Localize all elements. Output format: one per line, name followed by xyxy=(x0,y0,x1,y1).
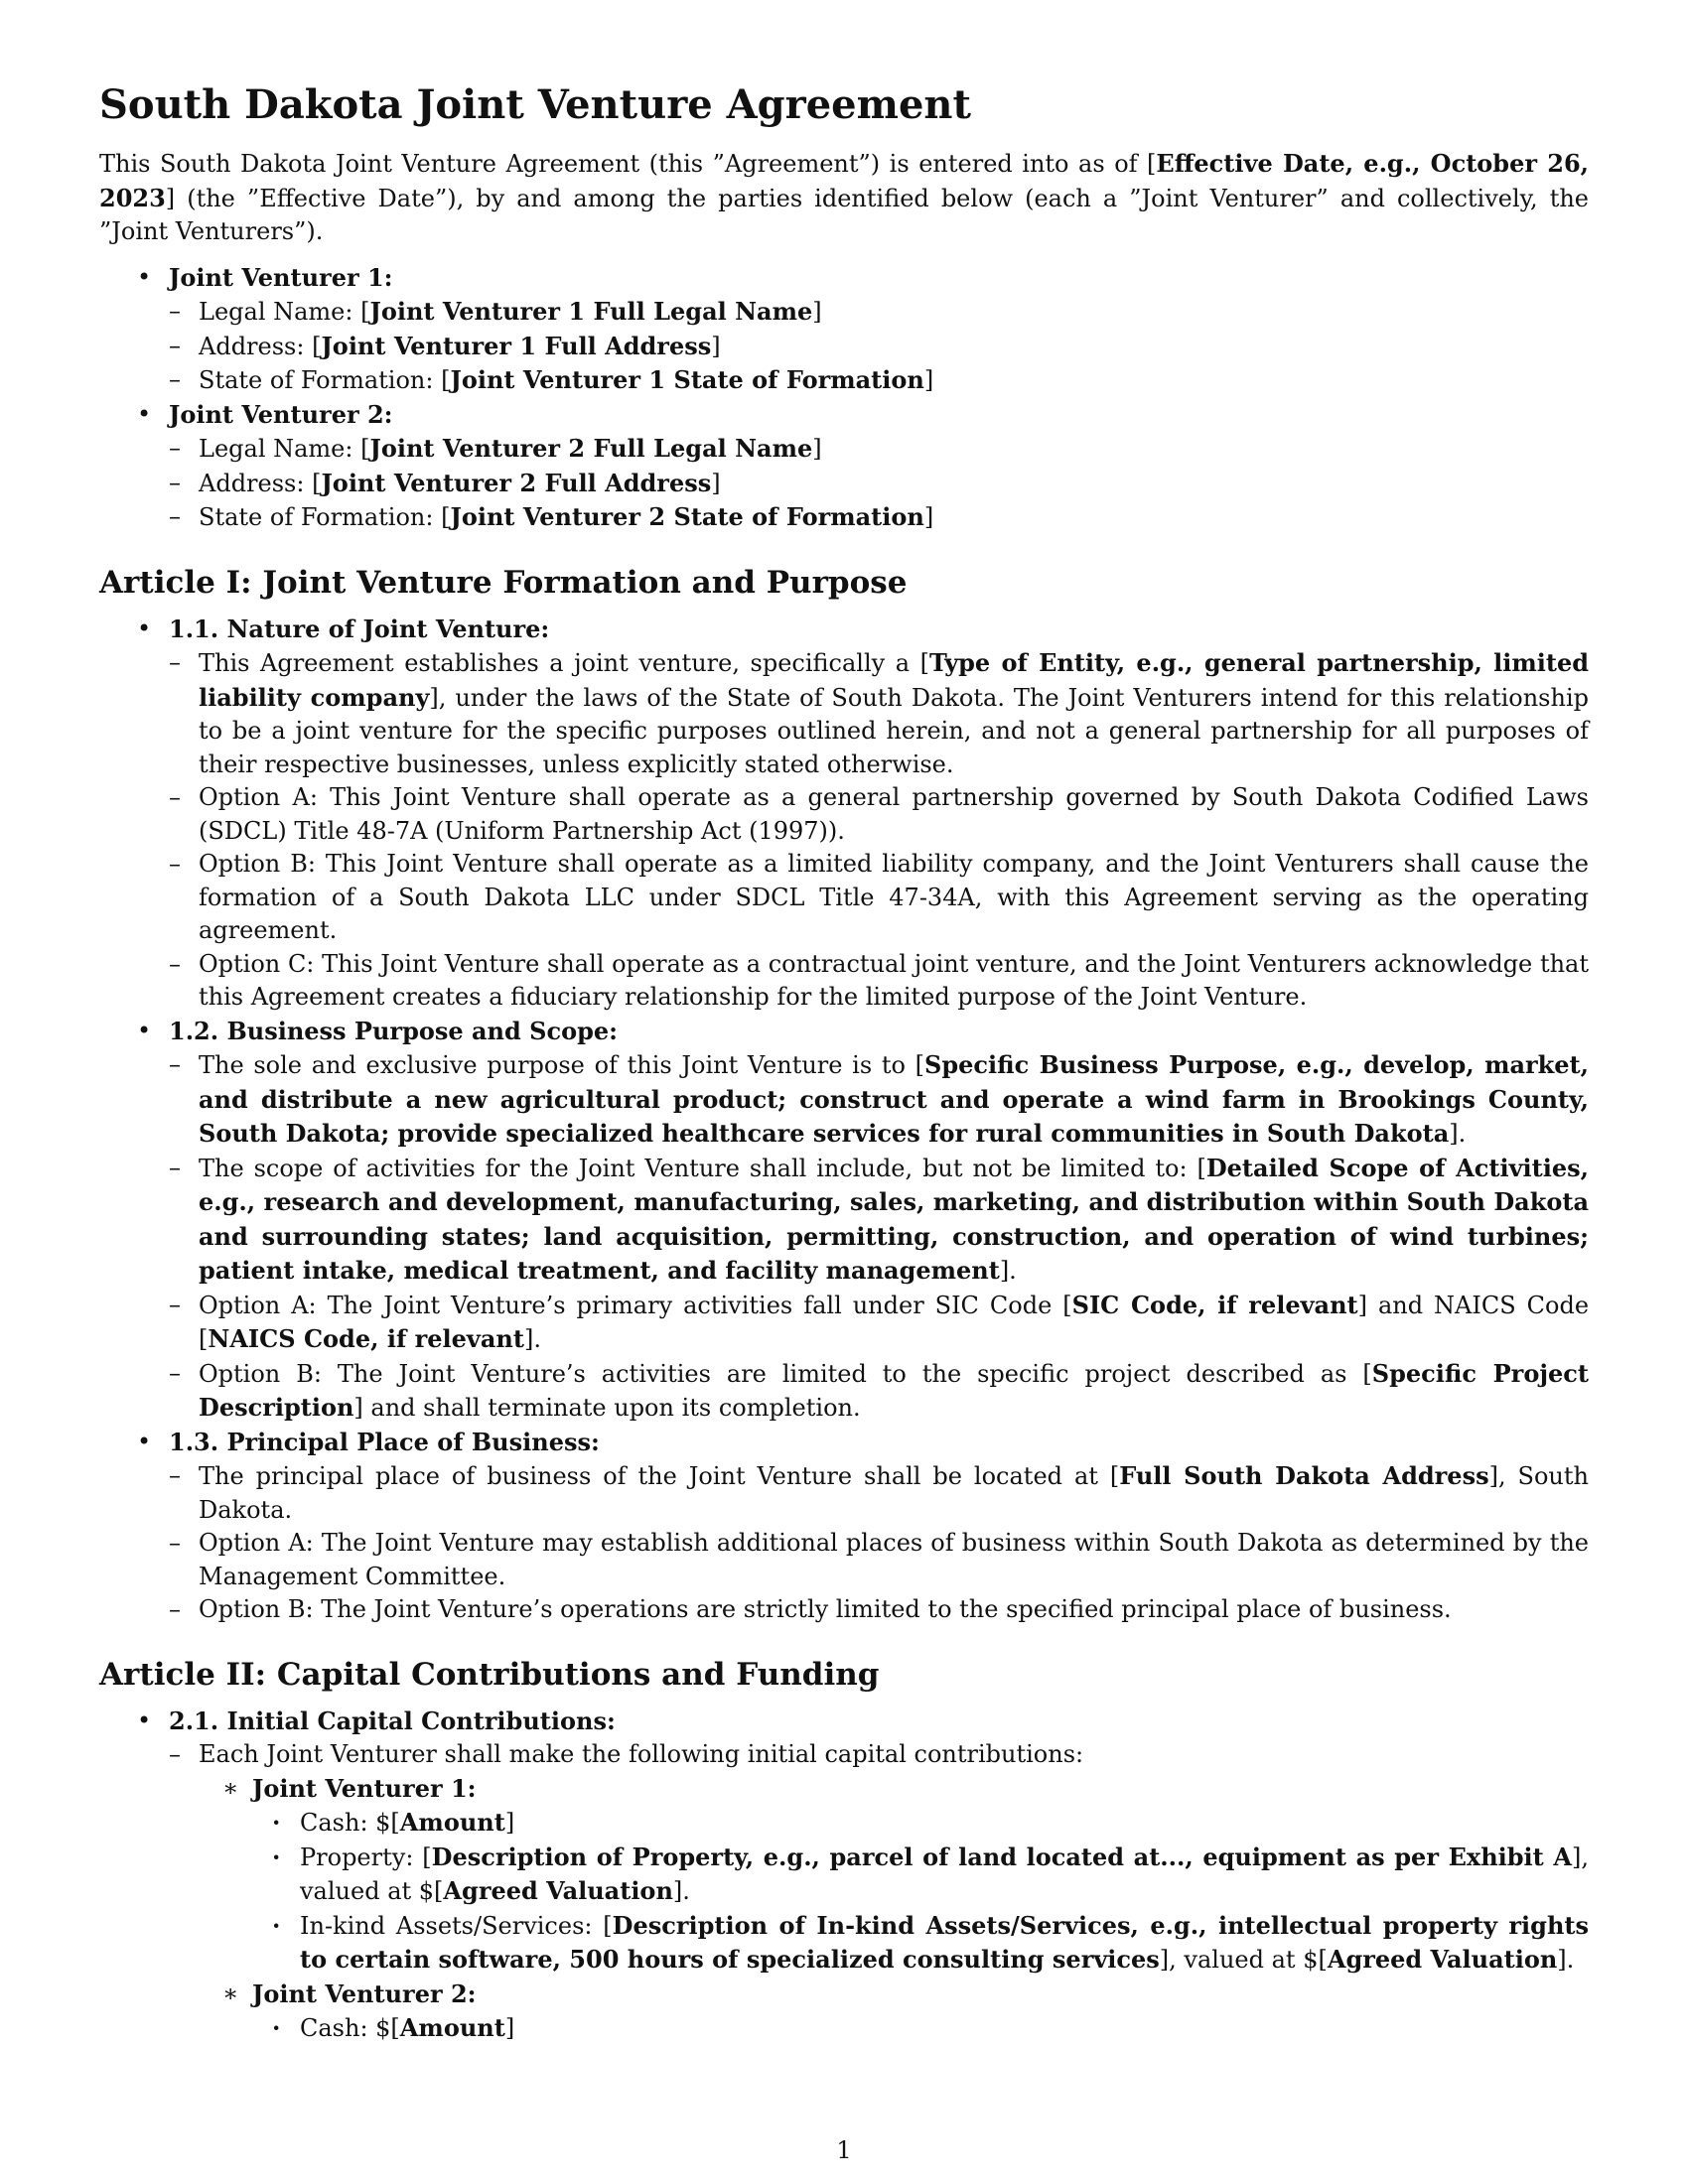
party-heading: Joint Venturer 1: xyxy=(169,262,393,292)
list-item xyxy=(169,1738,1589,2046)
bracket: ] xyxy=(711,332,721,360)
article-1-sections xyxy=(99,613,1589,1627)
list-item xyxy=(169,1289,1589,1357)
label: State of Formation: [ xyxy=(199,503,451,531)
contribution-item xyxy=(300,2011,1589,2046)
bracket: ]. xyxy=(1557,1946,1575,1974)
party-details xyxy=(199,295,1589,398)
text: Option A: The Joint Venture’s primary activities fall under SIC Code [ xyxy=(199,1291,1072,1319)
section-2-1 xyxy=(99,1705,1589,2046)
placeholder: Detailed Scope of Activities, e.g., research and development, manufacturing, sales, marketing, and distribution within South Dakota and surrounding states; land acquisition, permitting, construction, and operation of wind turbines; patient intake, medical treatment, and facility management xyxy=(199,1153,1589,1285)
placeholder: Specific Project Description xyxy=(199,1358,1589,1422)
text: ] and shall terminate upon its completion. xyxy=(353,1394,861,1422)
contributor-item xyxy=(252,1978,1589,2046)
placeholder: Amount xyxy=(399,1808,505,1837)
placeholder: SIC Code, if relevant xyxy=(1071,1290,1358,1319)
text: The sole and exclusive purpose of this Joint Venture is to [ xyxy=(199,1051,924,1079)
text: ] and NAICS Code [ xyxy=(199,1291,1590,1353)
placeholder: NAICS Code, if relevant xyxy=(208,1324,524,1353)
label: Legal Name: [ xyxy=(199,435,370,463)
contribution-item xyxy=(300,1909,1589,1978)
section-items xyxy=(199,1459,1589,1627)
section-heading: 2.1. Initial Capital Contributions: xyxy=(169,1706,616,1735)
party-heading: Joint Venturer 2: xyxy=(169,399,393,429)
label: Address: [ xyxy=(199,332,322,360)
label: Property: [ xyxy=(300,1843,432,1871)
label: In-kind Assets/Services: [ xyxy=(300,1911,613,1940)
article-2-heading: Article II: Capital Contributions and Funding xyxy=(99,1656,880,1693)
list-item: – Option A: This Joint Venture shall operate as a general partnership governed by South Dakota Codified Laws (SDCL) Title 48-7A (Uniform Partnership Act (1997)). xyxy=(169,781,1589,848)
contributor-heading: Joint Venturer 2: xyxy=(252,1979,477,2008)
text: ]. xyxy=(523,1325,541,1353)
party-state xyxy=(169,500,1589,535)
text: The principal place of business of the Joint Venture shall be located at [ xyxy=(199,1462,1120,1490)
list-item: – Option B: The Joint Venture’s operations are strictly limited to the specified principal place of business. xyxy=(169,1593,1589,1627)
page-number: 1 xyxy=(836,2136,852,2164)
placeholder: Joint Venturer 1 State of Formation xyxy=(450,365,924,394)
contributor-heading: Joint Venturer 1: xyxy=(252,1773,477,1803)
section-heading: 1.2. Business Purpose and Scope: xyxy=(169,1016,618,1045)
placeholder: Type of Entity, e.g., general partnership, limited liability company xyxy=(199,648,1589,712)
text: ], valued at $[ xyxy=(1159,1946,1328,1974)
party-state xyxy=(169,363,1589,398)
label: State of Formation: [ xyxy=(199,366,451,394)
placeholder: Full South Dakota Address xyxy=(1119,1461,1489,1490)
placeholder: Specific Business Purpose, e.g., develop, market, and distribute a new agricultural product; construct and operate a wind farm in Brookings County, South Dakota; provide specialized healthcare services for rural communities in South Dakota xyxy=(199,1050,1589,1148)
text: ]. xyxy=(1449,1120,1467,1148)
section-items xyxy=(199,646,1589,1015)
list-item: – Option B: This Joint Venture shall operate as a limited liability company, and the Joint Venturers shall cause the formation of a South Dakota LLC under SDCL Title 47-34A, with this Agreement serving as the operating agreement. xyxy=(169,848,1589,948)
party-legal-name xyxy=(169,432,1589,467)
contribution-item xyxy=(300,1806,1589,1841)
label: Cash: $[ xyxy=(300,2014,400,2042)
party-legal-name xyxy=(169,295,1589,330)
bracket: ] xyxy=(504,1809,515,1837)
party-details xyxy=(199,432,1589,535)
text: ], South Dakota. xyxy=(199,1462,1589,1524)
section-1-3 xyxy=(99,1426,1589,1627)
section-items xyxy=(199,1738,1589,2046)
list-item xyxy=(169,1459,1589,1527)
bracket: ] xyxy=(504,2014,515,2042)
document-title: South Dakota Joint Venture Agreement xyxy=(99,81,971,128)
placeholder: Agreed Valuation xyxy=(443,1876,673,1905)
list-item xyxy=(169,1152,1589,1289)
contributor-item xyxy=(252,1772,1589,1978)
contribution-list xyxy=(300,1806,1589,1978)
party-address xyxy=(169,467,1589,501)
article-2-sections xyxy=(99,1705,1589,2046)
label: Legal Name: [ xyxy=(199,298,370,326)
list-item: – Option C: This Joint Venture shall operate as a contractual joint venture, and the Joint Venturers acknowledge that this Agreement creates a fiduciary relationship for the limited purpose of the Joint Venture. xyxy=(169,948,1589,1015)
bracket: ] xyxy=(923,503,934,531)
text: ], under the laws of the State of South Dakota. The Joint Venturers intend for this relationship to be a joint venture for the specific purposes outlined herein, and not a general partnership for all purposes of their respective businesses, unless explicitly stated otherwise. xyxy=(199,683,1589,778)
bracket: ]. xyxy=(672,1877,690,1905)
placeholder: Agreed Valuation xyxy=(1327,1945,1558,1974)
contributor-list xyxy=(252,1772,1589,2046)
placeholder: Description of Property, e.g., parcel of land located at..., equipment as per Exhibit A xyxy=(431,1842,1572,1871)
list-item xyxy=(169,1048,1589,1152)
party-item xyxy=(99,398,1589,535)
text: This Agreement establishes a joint venture, specifically a [ xyxy=(199,649,929,677)
contribution-list xyxy=(300,2011,1589,2046)
bracket: ] xyxy=(812,435,822,463)
party-address xyxy=(169,330,1589,364)
section-heading: 1.3. Principal Place of Business: xyxy=(169,1427,600,1456)
party-item xyxy=(99,261,1589,398)
text: ], valued at $[ xyxy=(300,1843,1589,1905)
section-1-2 xyxy=(99,1015,1589,1426)
bracket: ] xyxy=(711,469,721,497)
label: Cash: $[ xyxy=(300,1809,400,1837)
list-item xyxy=(169,1357,1589,1426)
placeholder: Joint Venturer 1 Full Legal Name xyxy=(369,297,813,326)
intro-text-1: This South Dakota Joint Venture Agreement (this ”Agreement”) is entered into as of [ xyxy=(99,150,1157,178)
placeholder: Joint Venturer 2 Full Legal Name xyxy=(369,434,813,463)
text: Option B: The Joint Venture’s activities are limited to the specific project described as [ xyxy=(199,1359,1372,1388)
contribution-item xyxy=(300,1841,1589,1909)
placeholder: Description of In-kind Assets/Services, e.g., intellectual property rights to certain software, 500 hours of specialized consulting services xyxy=(300,1910,1589,1974)
text: The scope of activities for the Joint Venture shall include, but not be limited to: [ xyxy=(199,1154,1206,1182)
label: Address: [ xyxy=(199,469,322,497)
placeholder: Amount xyxy=(399,2013,505,2042)
text: ]. xyxy=(999,1257,1017,1285)
intro-paragraph xyxy=(99,147,1589,249)
list-item xyxy=(169,646,1589,781)
section-items xyxy=(199,1048,1589,1426)
intro-text-2: ] (the ”Effective Date”), by and among the parties identified below (each a ”Joint Venturer” and collectively, the ”Joint Venturers”). xyxy=(99,184,1589,245)
placeholder: Joint Venturer 1 Full Address xyxy=(321,331,712,360)
bracket: ] xyxy=(812,298,822,326)
article-1-heading: Article I: Joint Venture Formation and Purpose xyxy=(99,564,908,601)
section-1-1 xyxy=(99,613,1589,1015)
text: Each Joint Venturer shall make the following initial capital contributions: xyxy=(199,1740,1084,1768)
placeholder: Joint Venturer 2 Full Address xyxy=(321,468,712,497)
parties-list xyxy=(99,261,1589,535)
bracket: ] xyxy=(923,366,934,394)
section-heading: 1.1. Nature of Joint Venture: xyxy=(169,614,550,643)
list-item: – Option A: The Joint Venture may establish additional places of business within South Dakota as determined by the Management Committee. xyxy=(169,1527,1589,1593)
effective-date-placeholder: Effective Date, e.g., October 26, 2023 xyxy=(99,149,1589,212)
placeholder: Joint Venturer 2 State of Formation xyxy=(450,502,924,531)
